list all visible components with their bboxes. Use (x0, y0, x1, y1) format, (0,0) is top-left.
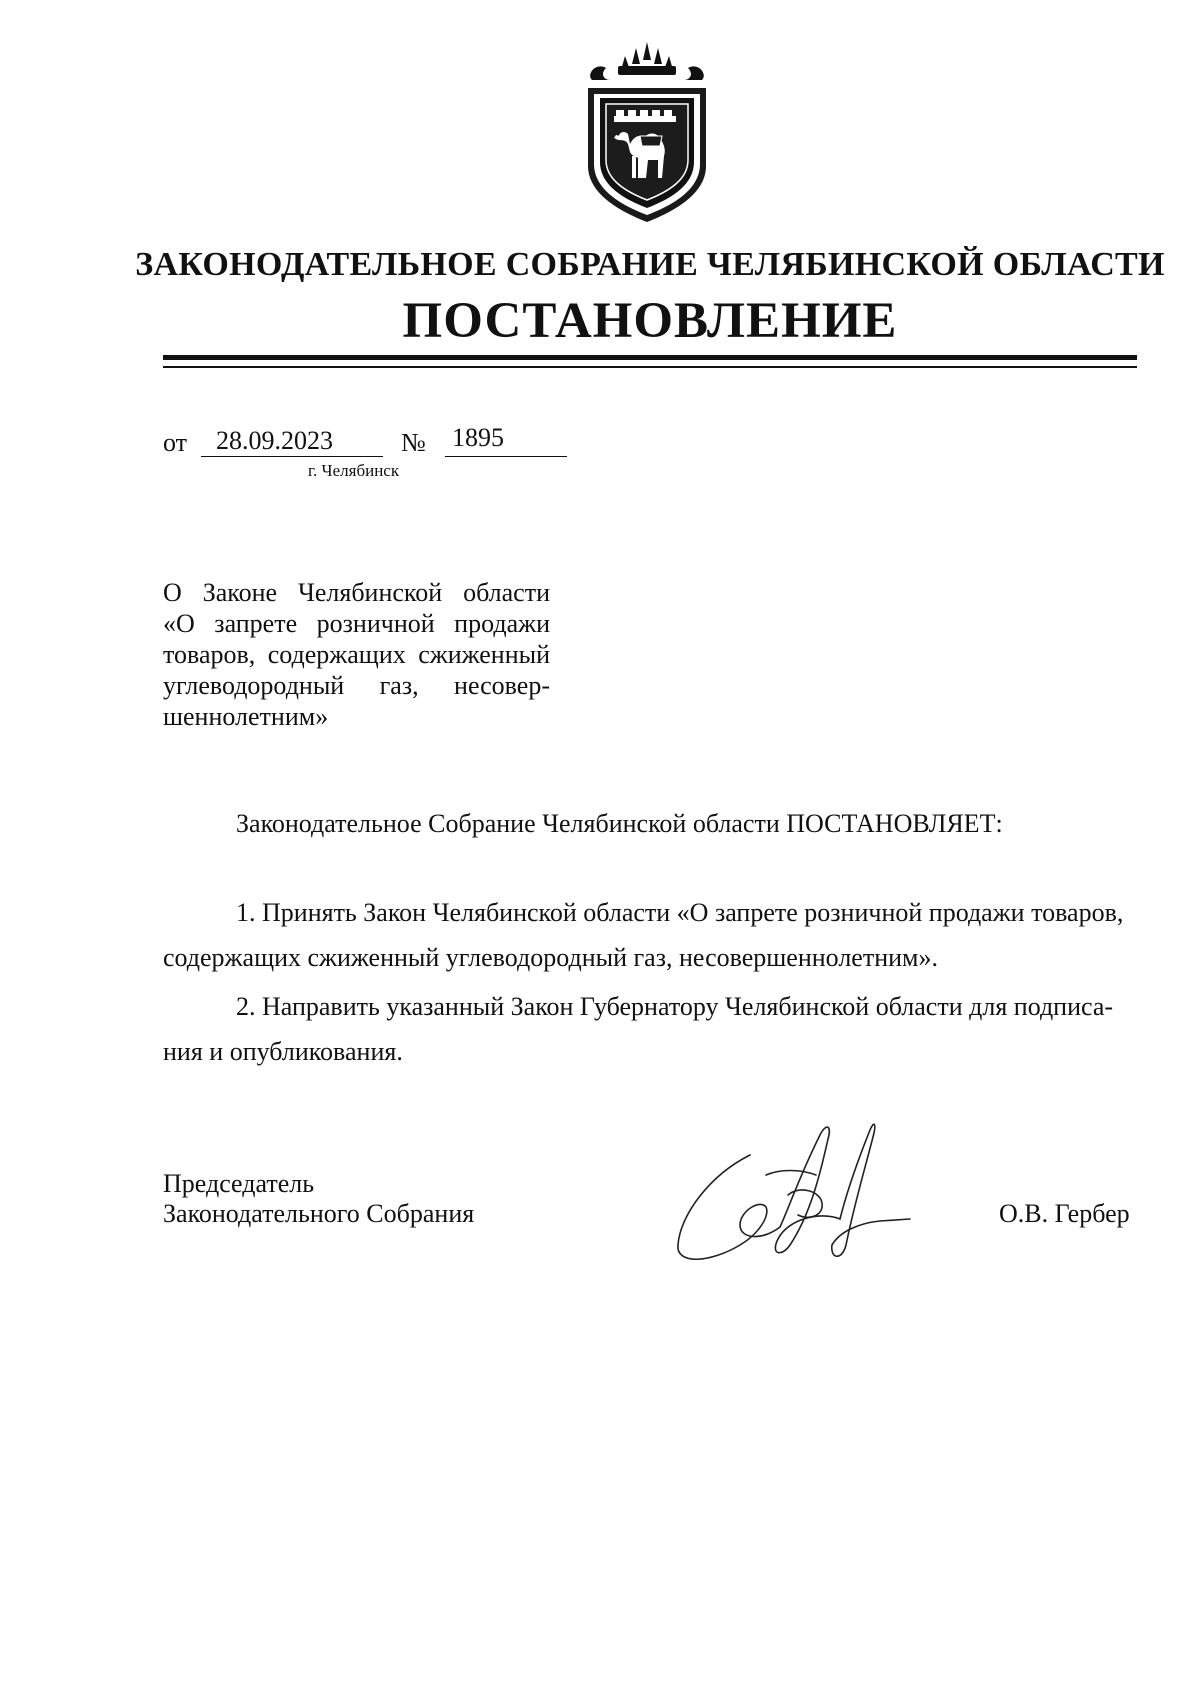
header-rule-thick (163, 355, 1137, 360)
subject-line: «О запрете розничной продажи (163, 609, 550, 638)
header-rule-thin (163, 366, 1137, 368)
item-1-text-continued: содержащих сжиженный углеводородный газ, несовершеннолетним». (163, 943, 938, 972)
resolves-clause: Законодательное Собрание Челябинской области ПОСТАНОВЛЯЕТ: (236, 809, 1003, 838)
item-2-text-continued: ния и опубликования. (163, 1037, 403, 1066)
number-prefix: № (401, 428, 426, 457)
handwritten-signature (670, 1115, 930, 1265)
coat-of-arms-emblem (578, 40, 716, 224)
document-type-title: ПОСТАНОВЛЕНИЕ (402, 293, 898, 349)
organization-name: ЗАКОНОДАТЕЛЬНОЕ СОБРАНИЕ ЧЕЛЯБИНСКОЙ ОБЛАСТИ (135, 246, 1165, 283)
document-number: 1895 (452, 423, 504, 452)
subject-line: товаров, содержащих сжиженный (163, 640, 550, 669)
item-2-text: 2. Направить указанный Закон Губернатору Челябинской области для подписа- (236, 992, 1114, 1021)
subject-line: О Законе Челябинской области (163, 578, 550, 607)
signer-role-continued: Законодательного Собрания (163, 1199, 475, 1228)
signer-name: О.В. Гербер (999, 1199, 1130, 1228)
city-label: г. Челябинск (308, 461, 400, 480)
subject-line: шеннолетним» (163, 702, 329, 731)
document-date: 28.09.2023 (216, 426, 333, 455)
document-subject (163, 577, 550, 732)
date-prefix: от (163, 428, 188, 457)
subject-line: углеводородный газ, несовер- (163, 671, 550, 700)
signer-role: Председатель (163, 1169, 315, 1198)
item-1-text: 1. Принять Закон Челябинской области «О запрете розничной продажи товаров, (236, 898, 1124, 927)
